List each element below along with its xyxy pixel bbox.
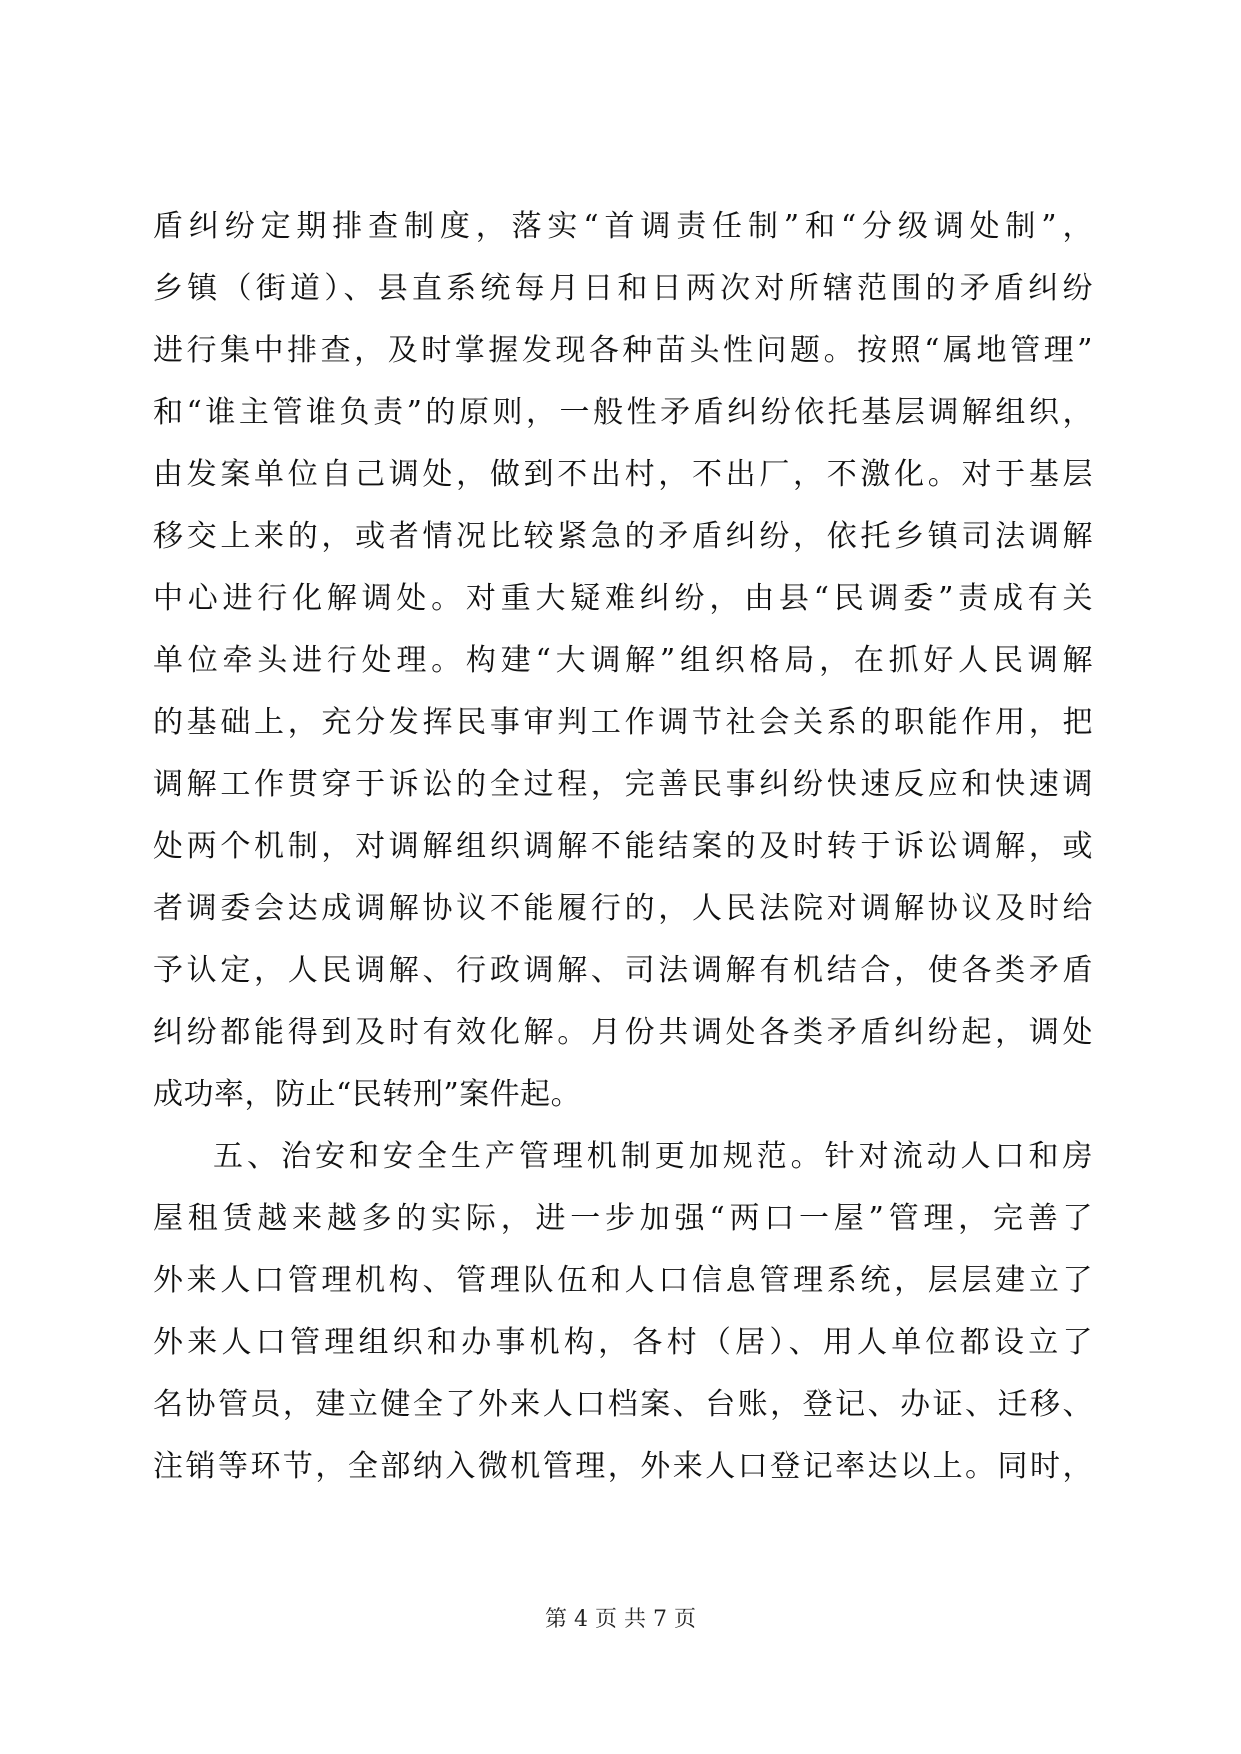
text-line: 的基础上，充分发挥民事审判工作调节社会关系的职能作用，把 [153, 705, 1093, 740]
text-line: 移交上来的，或者情况比较紧急的矛盾纠纷，依托乡镇司法调解 [153, 519, 1093, 554]
text-line: 纠纷都能得到及时有效化解。月份共调处各类矛盾纠纷起，调处 [153, 1015, 1093, 1050]
document-body [153, 196, 1093, 1498]
text-line: 中心进行化解调处。对重大疑难纠纷，由县“民调委”责成有关 [153, 581, 1093, 616]
text-line: 屋租赁越来越多的实际，进一步加强“两口一屋”管理，完善了 [153, 1201, 1093, 1236]
text-line: 盾纠纷定期排查制度，落实“首调责任制”和“分级调处制”， [153, 209, 1093, 244]
text-line: 进行集中排查，及时掌握发现各种苗头性问题。按照“属地管理” [153, 333, 1093, 368]
text-line: 外来人口管理机构、管理队伍和人口信息管理系统，层层建立了 [153, 1263, 1093, 1298]
text-line: 乡镇（街道）、县直系统每月日和日两次对所辖范围的矛盾纠纷 [153, 271, 1093, 306]
text-line: 注销等环节，全部纳入微机管理，外来人口登记率达以上。同时， [153, 1449, 1093, 1484]
text-line: 单位牵头进行处理。构建“大调解”组织格局，在抓好人民调解 [153, 643, 1093, 678]
text-line: 处两个机制，对调解组织调解不能结案的及时转于诉讼调解，或 [153, 829, 1093, 864]
text-line: 成功率，防止“民转刑”案件起。 [153, 1077, 582, 1112]
text-line: 和“谁主管谁负责”的原则，一般性矛盾纠纷依托基层调解组织， [153, 395, 1093, 430]
text-line: 者调委会达成调解协议不能履行的，人民法院对调解协议及时给 [153, 891, 1093, 926]
paragraph-start-line: 五、治安和安全生产管理机制更加规范。针对流动人口和房 [213, 1139, 1093, 1174]
text-line: 外来人口管理组织和办事机构，各村（居）、用人单位都设立了 [153, 1325, 1093, 1360]
text-line: 予认定，人民调解、行政调解、司法调解有机结合，使各类矛盾 [153, 953, 1093, 988]
text-line: 名协管员，建立健全了外来人口档案、台账，登记、办证、迁移、 [153, 1387, 1093, 1422]
text-line: 由发案单位自己调处，做到不出村，不出厂，不激化。对于基层 [153, 457, 1093, 492]
page-number-footer: 第 4 页 共 7 页 [545, 1607, 696, 1632]
text-line: 调解工作贯穿于诉讼的全过程，完善民事纠纷快速反应和快速调 [153, 767, 1093, 802]
